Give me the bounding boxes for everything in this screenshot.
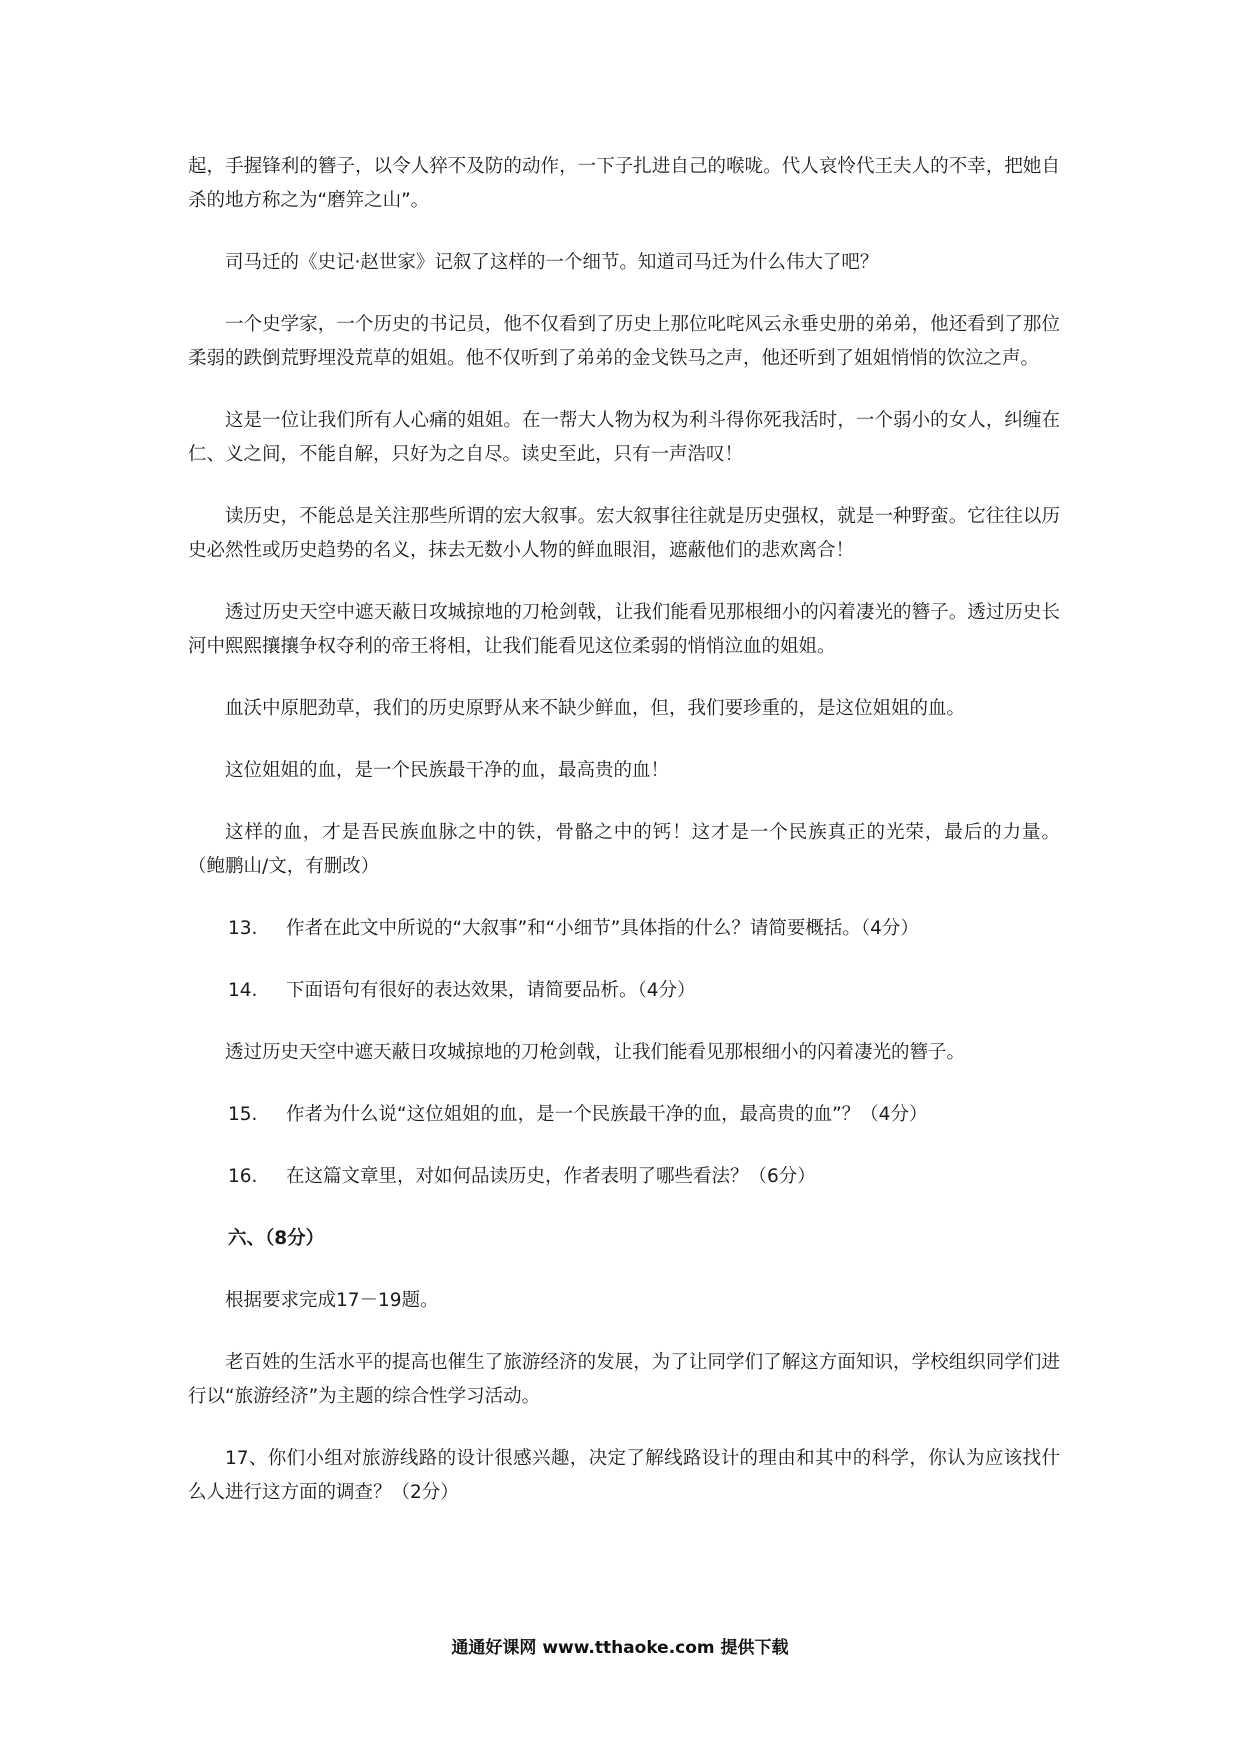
paragraph-1: 起，手握锋利的簪子，以令人猝不及防的动作，一下子扎进自己的喉咙。代人哀怜代王夫人的不幸，把她自杀的地方称之为“磨笄之山”。 bbox=[188, 156, 1060, 211]
quoted-sentence: 透过历史天空中遮天蔽日攻城掠地的刀枪剑戟，让我们能看见那根细小的闪着凄光的簪子。 bbox=[225, 1042, 966, 1063]
question-number: 15. bbox=[228, 1104, 258, 1125]
question-text: 在这篇文章里，对如何品读历史，作者表明了哪些看法？（6分） bbox=[286, 1166, 816, 1187]
question-15 bbox=[188, 1098, 1060, 1132]
paragraph-8: 这位姐姐的血，是一个民族最干净的血，最高贵的血！ bbox=[225, 760, 670, 781]
question-text: 作者在此文中所说的“大叙事”和“小细节”具体指的什么？请简要概括。（4分） bbox=[286, 918, 919, 939]
question-text: 下面语句有很好的表达效果，请简要品析。（4分） bbox=[286, 980, 696, 1001]
paragraph-3: 一个史学家，一个历史的书记员，他不仅看到了历史上那位叱咤风云永垂史册的弟弟，他还看到了那位柔弱的跌倒荒野埋没荒草的姐姐。他不仅听到了弟弟的金戈铁马之声，他还听到了姐姐悄悄的饮泣之声。 bbox=[188, 314, 1060, 369]
section-six-intro: 老百姓的生活水平的提高也催生了旅游经济的发展，为了让同学们了解这方面知识，学校组织同学们进行以“旅游经济”为主题的综合性学习活动。 bbox=[188, 1352, 1060, 1407]
question-number: 16. bbox=[228, 1166, 258, 1187]
paragraph-9: 这样的血，才是吾民族血脉之中的铁，骨骼之中的钙！这才是一个民族真正的光荣，最后的力量。 （鲍鹏山/文，有删改） bbox=[188, 822, 1060, 877]
section-six-title: 六、（8分） bbox=[228, 1228, 325, 1249]
section-six-instruction: 根据要求完成17－19题。 bbox=[225, 1290, 439, 1311]
question-16 bbox=[188, 1160, 1060, 1194]
paragraph-6: 透过历史天空中遮天蔽日攻城掠地的刀枪剑戟，让我们能看见那根细小的闪着凄光的簪子。透过历史长河中熙熙攘攘争权夺利的帝王将相，让我们能看见这位柔弱的悄悄泣血的姐姐。 bbox=[188, 602, 1060, 657]
question-13 bbox=[188, 912, 1060, 946]
question-14 bbox=[188, 974, 1060, 1008]
paragraph-2: 司马迁的《史记·赵世家》记叙了这样的一个细节。知道司马迁为什么伟大了吧？ bbox=[225, 252, 879, 273]
question-number: 13. bbox=[228, 918, 258, 939]
paragraph-7: 血沃中原肥劲草，我们的历史原野从来不缺少鲜血，但，我们要珍重的，是这位姐姐的血。 bbox=[225, 698, 966, 719]
paragraph-5: 读历史，不能总是关注那些所谓的宏大叙事。宏大叙事往往就是历史强权，就是一种野蛮。它往往以历史必然性或历史趋势的名义，抹去无数小人物的鲜血眼泪，遮蔽他们的悲欢离合！ bbox=[188, 506, 1060, 561]
paragraph-4: 这是一位让我们所有人心痛的姐姐。在一帮大人物为权为利斗得你死我活时，一个弱小的女人，纠缠在仁、义之间，不能自解，只好为之自尽。读史至此，只有一声浩叹！ bbox=[188, 410, 1060, 465]
page-footer: 通通好课网 www.tthaoke.com 提供下载 bbox=[451, 1638, 789, 1658]
document-body bbox=[188, 150, 1060, 1538]
question-17: 17、你们小组对旅游线路的设计很感兴趣，决定了解线路设计的理由和其中的科学，你认为应该找什么人进行这方面的调查？（2分） bbox=[188, 1448, 1060, 1503]
question-number: 14. bbox=[228, 980, 258, 1001]
question-text: 作者为什么说“这位姐姐的血，是一个民族最干净的血，最高贵的血”？（4分） bbox=[286, 1104, 928, 1125]
